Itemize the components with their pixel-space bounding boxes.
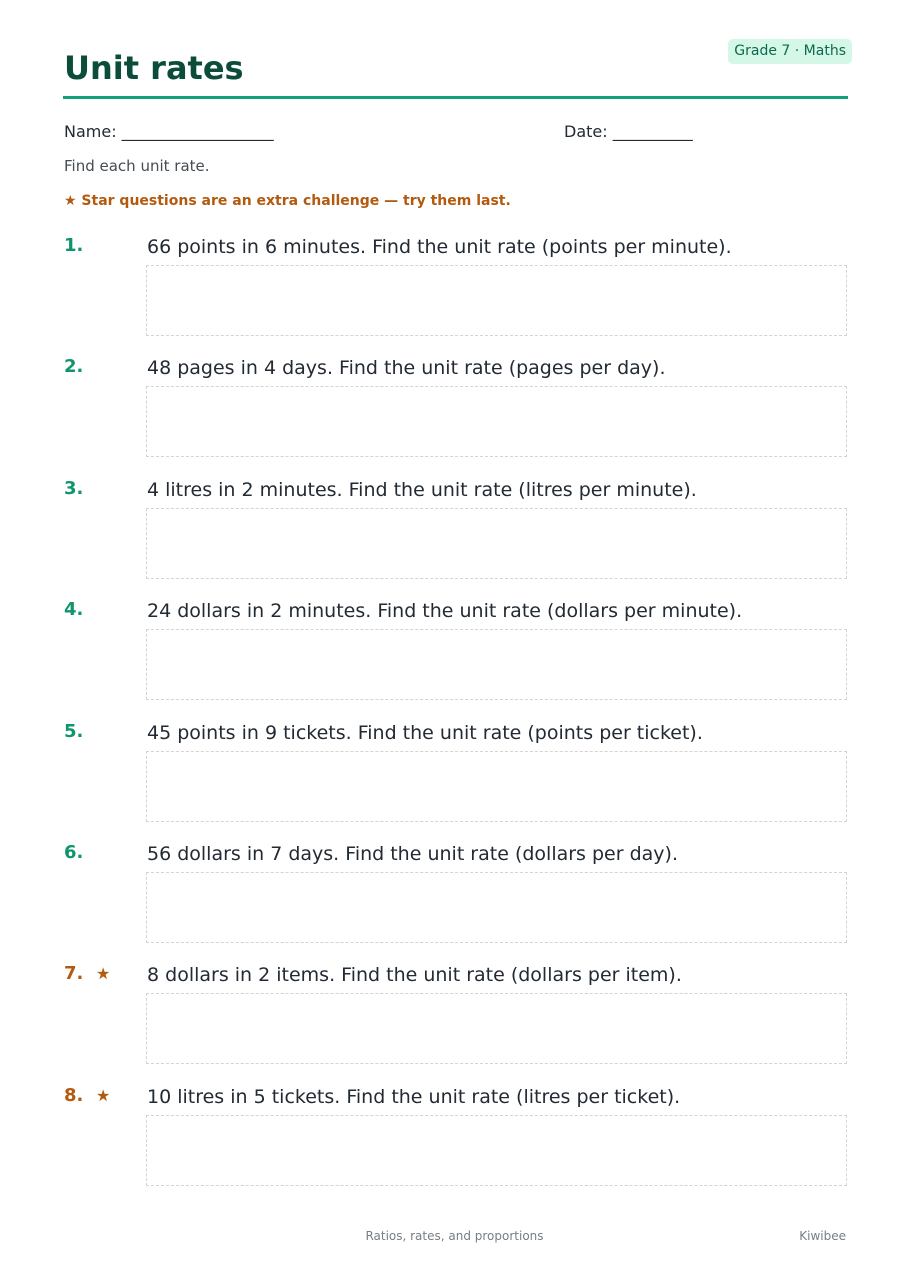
answer-box[interactable] (146, 872, 847, 943)
date-field[interactable]: Date: __________ (564, 122, 693, 141)
question-text: 56 dollars in 7 days. Find the unit rate (dollars per day). (147, 842, 678, 865)
footer-brand: Kiwibee (799, 1229, 846, 1243)
answer-box[interactable] (146, 386, 847, 457)
question-text: 8 dollars in 2 items. Find the unit rate (dollars per item). (147, 964, 682, 987)
question-item (0, 598, 909, 719)
star-icon: ★ (96, 1085, 111, 1105)
question-item (0, 841, 909, 962)
page-title: Unit rates (64, 49, 244, 87)
question-number: 1. (64, 235, 84, 256)
question-item (0, 720, 909, 841)
question-text: 48 pages in 4 days. Find the unit rate (pages per day). (147, 357, 666, 380)
star-icon: ★ (96, 964, 111, 984)
answer-box[interactable] (146, 1115, 847, 1186)
question-number: 2. (64, 356, 84, 378)
question-text: 24 dollars in 2 minutes. Find the unit rate (dollars per minute). (147, 600, 743, 623)
answer-box[interactable] (146, 265, 847, 336)
question-number: 7. (64, 963, 84, 985)
question-number: 8. (64, 1084, 84, 1106)
challenge-note: ★ Star questions are an extra challenge — try them last. (64, 193, 511, 209)
question-text: 45 points in 9 tickets. Find the unit rate (points per ticket). (147, 721, 703, 744)
question-item (0, 234, 909, 355)
question-text: 66 points in 6 minutes. Find the unit rate (points per minute). (147, 236, 732, 258)
footer-topic: Ratios, rates, and proportions (365, 1229, 544, 1243)
title-divider (63, 96, 848, 99)
question-text: 4 litres in 2 minutes. Find the unit rate (litres per minute). (147, 478, 697, 501)
question-item (0, 355, 909, 476)
question-item-challenge (0, 1084, 909, 1205)
question-number: 6. (64, 841, 84, 863)
question-item (0, 477, 909, 598)
question-list (0, 234, 909, 1205)
instructions: Find each unit rate. (64, 157, 210, 175)
name-field[interactable]: Name: ___________________ (64, 122, 274, 141)
answer-box[interactable] (146, 993, 847, 1064)
answer-box[interactable] (146, 751, 847, 822)
question-number: 4. (64, 599, 84, 621)
question-item-challenge (0, 962, 909, 1083)
question-text: 10 litres in 5 tickets. Find the unit rate (litres per ticket). (147, 1085, 681, 1108)
answer-box[interactable] (146, 508, 847, 579)
answer-box[interactable] (146, 629, 847, 700)
question-number: 3. (64, 477, 84, 499)
grade-badge: Grade 7 · Maths (728, 39, 852, 64)
question-number: 5. (64, 720, 84, 742)
